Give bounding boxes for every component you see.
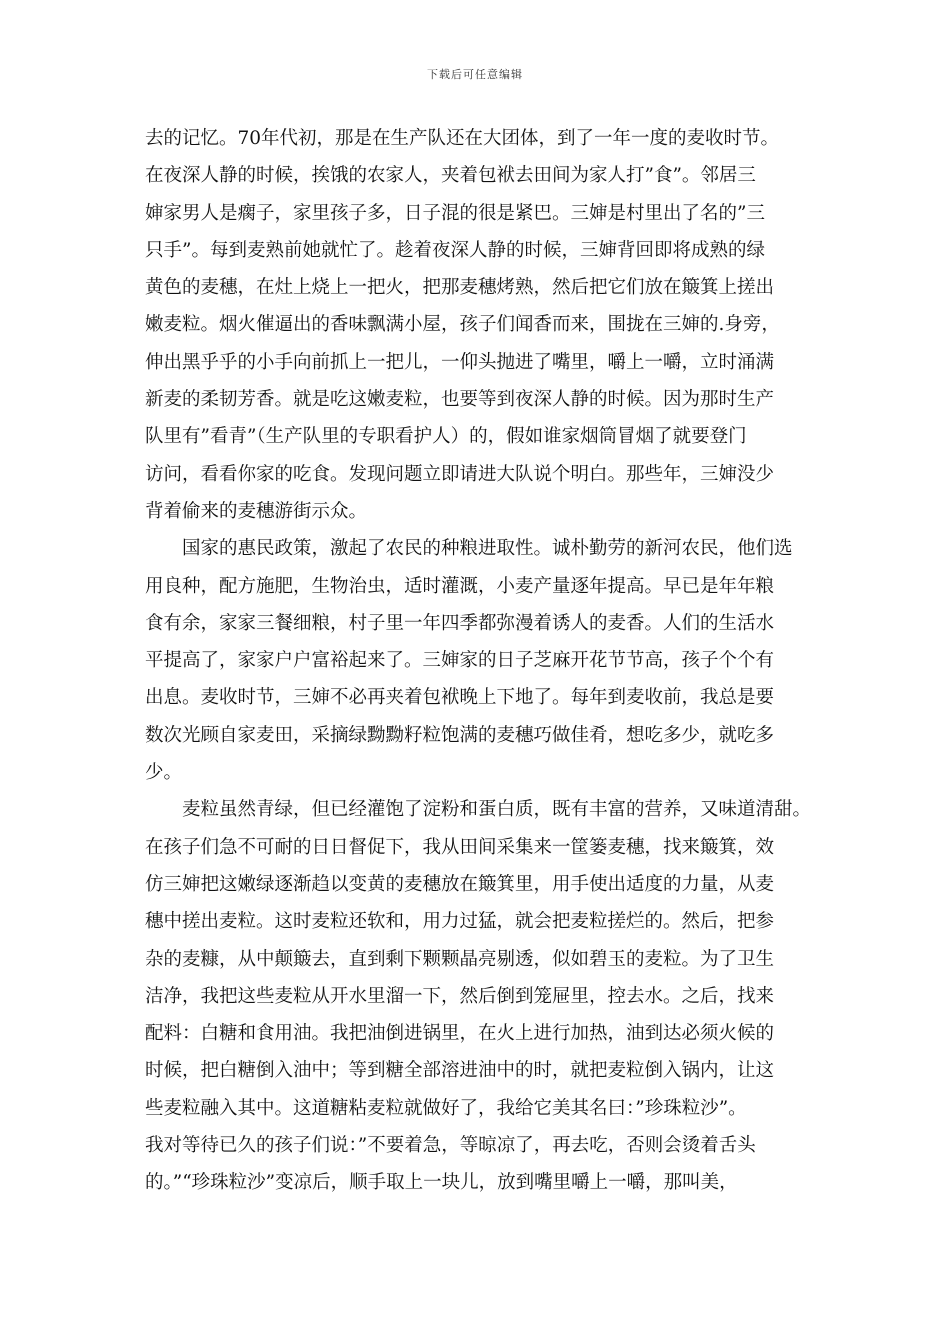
paragraph-3 [145,791,812,1201]
paragraph-2 [145,530,807,791]
text-line: 背着偷来的麦穗游街示众。 [145,500,368,522]
page-header: 下载后可任意编辑 [427,68,523,81]
text-line: 队里有”看青”（生产队里的专职看护人）的，假如谁家烟筒冒烟了就要登门 [145,426,747,448]
text-line: 些麦粒融入其中。这道糖粘麦粒就做好了，我给它美其名曰：”珍珠粒沙”。 [145,1097,747,1119]
text-line: 数次光顾自家麦田，采摘绿黝黝籽粒饱满的麦穗巧做佳肴，想吃多少，就吃多 [145,724,775,746]
text-line: 少。 [145,762,183,784]
text-line: 在夜深人静的时候，挨饿的农家人，夹着包袱去田间为家人打”食”。邻居三 [145,165,756,187]
text-line: 麦粒虽然青绿，但已经灌饱了淀粉和蛋白质，既有丰富的营养，又味道清甜。 [182,799,812,821]
text-line: 用良种，配方施肥，生物治虫，适时灌溉，小麦产量逐年提高。早已是年年粮 [145,575,775,597]
document-body [145,120,812,1202]
text-line: 的。”“珍珠粒沙”变凉后，顺手取上一块儿，放到嘴里嚼上一嚼，那叫美， [145,1172,738,1194]
text-line: 穗中搓出麦粒。这时麦粒还软和，用力过猛，就会把麦粒搓烂的。然后，把参 [145,911,775,933]
text-line: 时候，把白糖倒入油中；等到糖全部溶进油中的时，就把麦粒倒入锅内，让这 [145,1060,775,1082]
text-line: 出息。麦收时节，三婶不必再夹着包袱晚上下地了。每年到麦收前，我总是要 [145,687,775,709]
text-line: 仿三婶把这嫩绿逐渐趋以变黄的麦穗放在簸箕里，用手使出适度的力量，从麦 [145,873,775,895]
text-line: 嫩麦粒。烟火催逼出的香味飘满小屋，孩子们闻香而来，围拢在三婶的.身旁， [145,314,780,336]
text-line: 配料：白糖和食用油。我把油倒进锅里，在火上进行加热，油到达必须火候的 [145,1023,775,1045]
text-line: 新麦的柔韧芳香。就是吃这嫩麦粒，也要等到夜深人静的时候。因为那时生产 [145,389,775,411]
text-line: 去的记忆。70年代初，那是在生产队还在大团体，到了一年一度的麦收时节。 [145,128,780,149]
text-line: 伸出黑乎乎的小手向前抓上一把儿，一仰头抛进了嘴里，嚼上一嚼，立时涌满 [145,351,775,373]
text-line: 平提高了，家家户户富裕起来了。三婶家的日子芝麻开花节节高，孩子个个有 [145,650,775,672]
text-line: 杂的麦糠，从中颠簸去，直到剩下颗颗晶亮剔透，似如碧玉的麦粒。为了卫生 [145,948,775,970]
text-line: 访问，看看你家的吃食。发现问题立即请进大队说个明白。那些年，三婶没少 [145,463,775,485]
text-line: 国家的惠民政策，激起了农民的种粮进取性。诚朴勤劳的新河农民，他们选 [182,538,793,560]
text-line: 黄色的麦穗，在灶上烧上一把火，把那麦穗烤熟，然后把它们放在簸箕上搓出 [145,277,775,299]
text-line: 在孩子们急不可耐的日日督促下，我从田间采集来一筐篓麦穗，找来簸箕，效 [145,836,775,858]
paragraph-1 [145,120,807,530]
text-line: 婶家男人是瘸子，家里孩子多，日子混的很是紧巴。三婶是村里出了名的”三 [145,202,765,224]
text-line: 我对等待已久的孩子们说：”不要着急，等晾凉了，再去吃，否则会烫着舌头 [145,1135,756,1157]
text-line: 只手”。每到麦熟前她就忙了。趁着夜深人静的时候，三婶背回即将成熟的绿 [145,239,765,261]
text-line: 食有余，家家三餐细粮，村子里一年四季都弥漫着诱人的麦香。人们的生活水 [145,612,775,634]
text-line: 洁净，我把这些麦粒从开水里溜一下，然后倒到笼屉里，控去水。之后，找来 [145,985,775,1007]
